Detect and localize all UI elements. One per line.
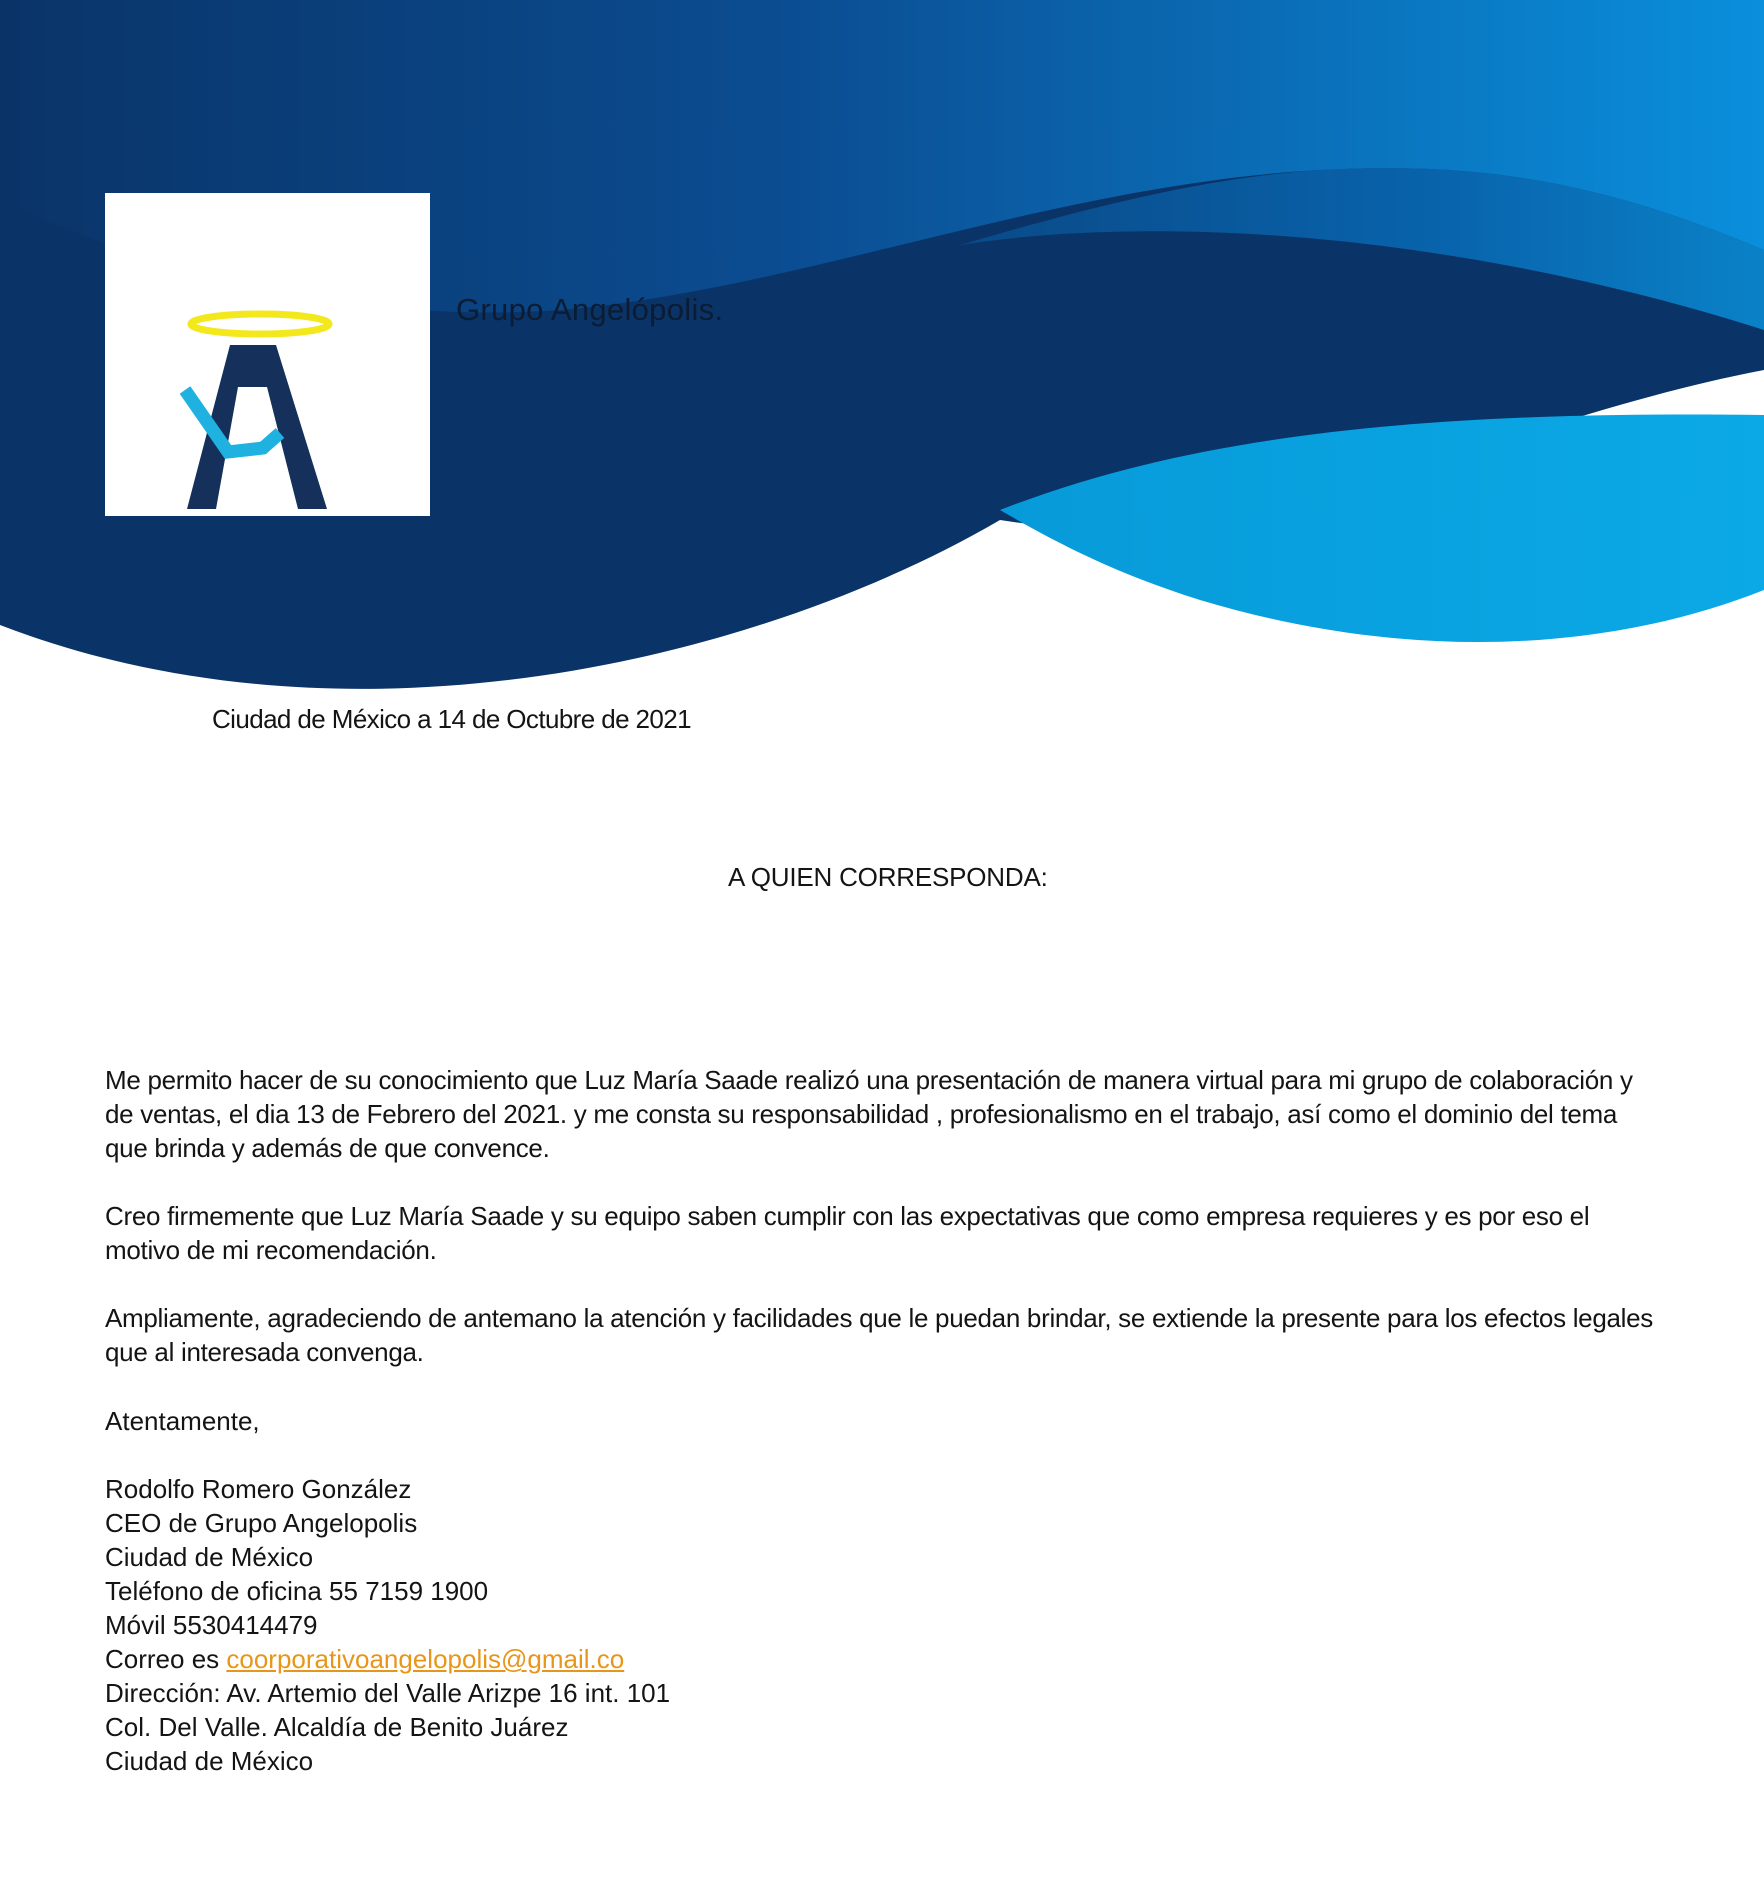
body-paragraph: Me permito hacer de su conocimiento que Luz María Saade realizó una presentación de manera virtual para mi grupo de colaboración y de ventas, el dia 13 de Febrero del 2021. y me consta su responsabilidad , profesionalismo en el trabajo, así como el dominio del tema que brinda y además de que convence. [105, 1065, 1633, 1163]
letter-salutation: A QUIEN CORRESPONDA: [728, 862, 1048, 892]
signer-city: Ciudad de México [105, 1542, 314, 1572]
letter-body [105, 1063, 1665, 1403]
office-phone: Teléfono de oficina 55 7159 1900 [105, 1576, 489, 1606]
address-line: Col. Del Valle. Alcaldía de Benito Juárez [105, 1712, 569, 1742]
body-paragraph: Ampliamente, agradeciendo de antemano la atención y facilidades que le puedan brindar, se extiende la presente para los efectos legales que al interesada convenga. [105, 1303, 1654, 1367]
email-link[interactable]: coorporativoangelopolis@gmail.co [226, 1644, 625, 1674]
mobile-phone: Móvil 5530414479 [105, 1610, 318, 1640]
company-logo [105, 193, 430, 516]
signer-title: CEO de Grupo Angelopolis [105, 1508, 418, 1538]
address-line: Dirección: Av. Artemio del Valle Arizpe 16 int. 101 [105, 1678, 671, 1708]
letter-closing: Atentamente, [105, 1406, 260, 1436]
letter-date: Ciudad de México a 14 de Octubre de 2021 [212, 704, 692, 734]
halo-icon [191, 314, 329, 334]
email-label: Correo es [105, 1644, 227, 1674]
body-paragraph: Creo firmemente que Luz María Saade y su equipo saben cumplir con las expectativas que como empresa requieres y es por eso el motivo de mi recomendación. [105, 1201, 1590, 1265]
address-line: Ciudad de México [105, 1746, 314, 1776]
signature-block [105, 1472, 670, 1778]
company-name: Grupo Angelópolis. [456, 292, 724, 327]
signer-name: Rodolfo Romero González [105, 1474, 412, 1504]
email-line [105, 1642, 670, 1676]
